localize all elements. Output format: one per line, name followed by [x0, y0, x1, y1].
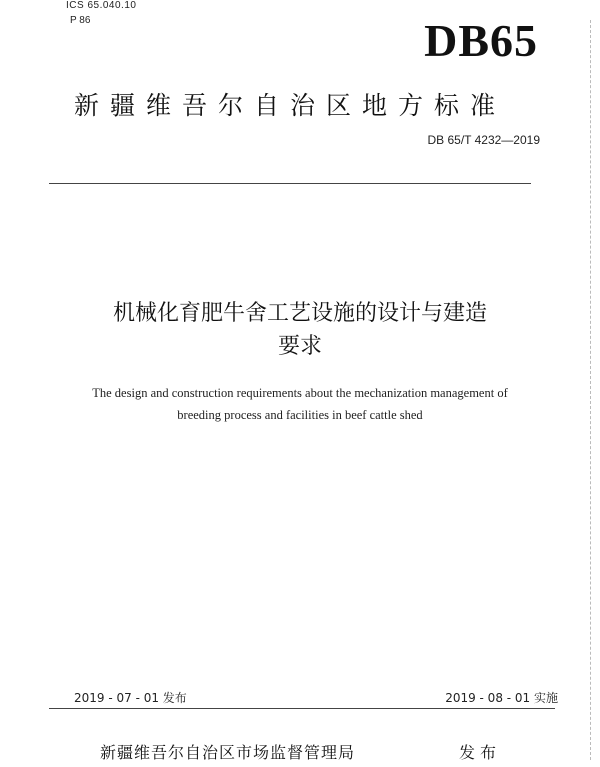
title-en-line-1: The design and construction requirements about the mechanization management of	[92, 386, 508, 400]
header-divider	[49, 183, 531, 184]
document-title-chinese	[40, 297, 560, 363]
issue-date: 2019 - 07 - 01 发布	[74, 691, 187, 705]
ics-code: ICS 65.040.10	[66, 0, 137, 11]
standard-type-title: 新疆维吾尔自治区地方标准	[74, 91, 507, 120]
title-cn-line-2: 要求	[277, 334, 322, 359]
issue-label: 发布	[459, 743, 502, 762]
issuing-authority: 新疆维吾尔自治区市场监督管理局	[100, 743, 356, 762]
title-en-line-2: breeding process and facilities in beef cattle shed	[177, 408, 423, 422]
standard-number: DB 65/T 4232—2019	[427, 133, 540, 147]
footer-divider	[49, 708, 555, 709]
document-title-english	[40, 382, 560, 426]
classification-code: P 86	[70, 15, 91, 26]
title-cn-line-1: 机械化育肥牛舍工艺设施的设计与建造	[112, 301, 487, 326]
scan-edge-line	[590, 20, 591, 760]
standard-logo: DB65	[424, 15, 538, 66]
implementation-date: 2019 - 08 - 01 实施	[445, 691, 558, 705]
